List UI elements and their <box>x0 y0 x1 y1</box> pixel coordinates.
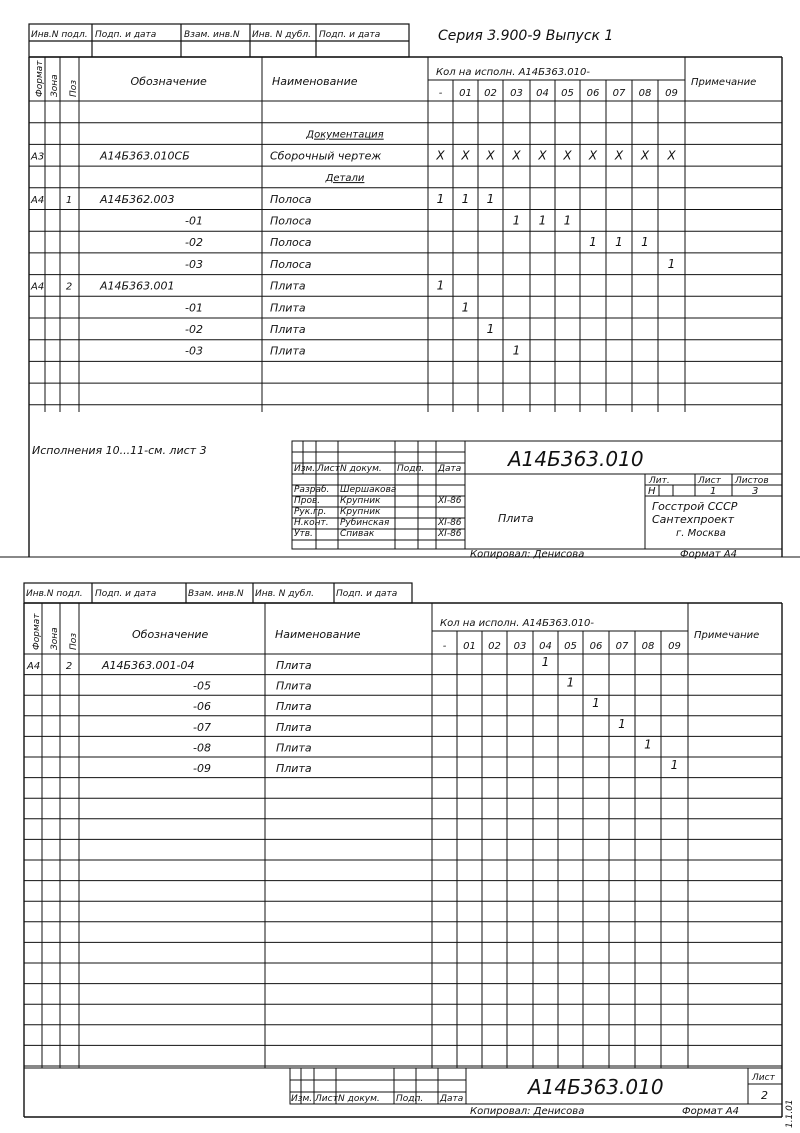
stamp-podp-data-2: Подп. и дата <box>319 30 381 40</box>
s2-variant-header: 05 <box>564 641 577 652</box>
sheet1-frame <box>0 57 800 557</box>
s1-quantity-header: Кол на исполн. А14Б363.010- <box>436 67 590 78</box>
s1-row-format: А4 <box>31 281 45 293</box>
s1-variant-header: 09 <box>665 88 678 99</box>
s1-row-format: А4 <box>31 194 45 206</box>
stamp2-podp-data: Подп. и дата <box>336 589 398 599</box>
tb2-n-dokum: N докум. <box>338 1094 380 1104</box>
s1-row-name: Полоса <box>270 257 312 271</box>
tb-person: Спивак <box>340 529 375 539</box>
s1-row-name: Сборочный чертеж <box>270 149 382 163</box>
s2-name-header: Наименование <box>275 628 361 641</box>
s1-qty-mark: 1 <box>461 191 470 206</box>
s2-row-name: Плита <box>276 700 312 714</box>
s1-row-name: Плита <box>270 301 306 315</box>
s2-row-name: Плита <box>276 741 312 755</box>
s1-qty-mark: 1 <box>512 343 521 358</box>
s2-qty-mark: 1 <box>541 655 550 669</box>
s2-variant-header: - <box>442 641 447 652</box>
s1-row-name: Плита <box>270 323 306 336</box>
s1-name-header: Наименование <box>272 75 358 88</box>
s2-variant-header: 04 <box>539 641 552 652</box>
s2-row-designation: -07 <box>193 720 211 734</box>
s1-variant-header: 05 <box>561 88 574 99</box>
s1-qty-mark: X <box>588 148 598 163</box>
s1-qty-mark: X <box>461 148 470 163</box>
sheet1-spec-table <box>29 57 782 412</box>
s1-variant-header: 04 <box>536 88 549 99</box>
s1-row-designation: -03 <box>185 344 203 358</box>
copied-by: Копировал: Денисова <box>470 549 585 560</box>
copied-by-2: Копировал: Денисова <box>470 1106 585 1117</box>
s1-qty-mark: 1 <box>512 213 521 228</box>
s2-variant-header: 02 <box>488 641 501 652</box>
s1-qty-mark: 1 <box>436 278 445 293</box>
s2-qty-mark: 1 <box>592 696 600 711</box>
s2-variant-header: 08 <box>641 641 655 652</box>
s1-row-name: Плита <box>270 279 306 293</box>
tb2-data: Дата <box>440 1094 464 1104</box>
tb-person: Рубинская <box>340 518 390 528</box>
s1-zone-header: Зона <box>50 74 60 97</box>
stamp2-inv-podl: Инв.N подл. <box>26 589 83 599</box>
s1-qty-mark: X <box>667 148 676 163</box>
s2-zone-header: Зона <box>50 627 60 650</box>
s1-qty-mark: 1 <box>563 213 572 228</box>
tb-role: Н.конт. <box>294 518 329 528</box>
approval-stamp-sheet2 <box>24 583 412 603</box>
stamp2-podp-data: Подп. и дата <box>95 589 157 599</box>
s2-variant-header: 09 <box>668 641 681 652</box>
s1-section-title: Детали <box>325 173 365 185</box>
tb-person: Шершакова <box>340 485 397 495</box>
s2-row-name: Плита <box>276 762 312 775</box>
s2-row-designation: -08 <box>193 741 211 755</box>
stamp-vzam-inv: Взам. инв.N <box>184 30 240 40</box>
tb2-sheet-value: 2 <box>761 1089 768 1102</box>
tb-sheets-label: Листов <box>735 476 769 486</box>
s1-qty-mark: 1 <box>486 322 495 336</box>
tb-lit-label: Лит. <box>649 476 670 486</box>
org-line-1: Госстрой СССР <box>652 500 738 513</box>
s1-row-pos: 2 <box>65 281 73 293</box>
stamp-inv-dubl: Инв. N дубл. <box>252 30 311 40</box>
s1-qty-mark: 1 <box>615 235 623 250</box>
s1-qty-mark: 1 <box>589 235 597 250</box>
s1-row-pos: 1 <box>65 194 73 206</box>
tb-izm: Изм. <box>294 464 316 474</box>
s1-variant-header: 07 <box>612 88 626 99</box>
s2-quantity-header: Кол на исполн. А14Б363.010- <box>440 618 594 629</box>
s2-qty-mark: 1 <box>670 758 679 772</box>
tb-date: XI-86 <box>438 529 462 539</box>
doc-number-2: А14Б363.010 <box>528 1075 664 1099</box>
s2-row-designation: -06 <box>193 700 211 714</box>
s2-variant-header: 01 <box>463 641 476 652</box>
tb-role: Рук.гр. <box>294 507 327 517</box>
stamp2-vzam-inv: Взам. инв.N <box>188 589 244 599</box>
tb-date: XI-86 <box>438 518 462 528</box>
s1-row-name: Полоса <box>270 192 312 206</box>
sheet2-spec-table <box>24 603 782 1068</box>
tb2-list: Лист <box>315 1094 338 1104</box>
s1-qty-mark: 1 <box>461 300 470 315</box>
s1-qty-mark: X <box>563 148 572 163</box>
s1-row-name: Плита <box>270 344 306 358</box>
s1-qty-mark: X <box>436 148 445 163</box>
part-name: Плита <box>498 512 534 525</box>
tb-list: Лист <box>317 464 340 474</box>
sheet1-spec-text <box>30 60 756 358</box>
tb-role: Разраб. <box>294 485 330 495</box>
s2-variant-header: 07 <box>615 641 629 652</box>
s2-row-name: Плита <box>276 720 312 734</box>
s1-variant-header: 03 <box>510 88 523 99</box>
s2-designation-header: Обозначение <box>132 628 209 641</box>
tb-role: Утв. <box>294 529 313 539</box>
s2-row-designation: -05 <box>193 679 211 693</box>
s2-row-name: Плита <box>276 659 312 672</box>
s1-row-name: Полоса <box>270 236 312 250</box>
s1-qty-mark: X <box>640 148 650 163</box>
s1-variant-header: 01 <box>459 88 472 99</box>
tb2-podp: Подп. <box>396 1094 424 1104</box>
tb-role: Пров. <box>294 496 321 506</box>
s2-row-format: А4 <box>27 661 41 672</box>
tb-sheet-label: Лист <box>698 476 721 486</box>
format-label: Формат А4 <box>680 549 737 560</box>
s1-qty-mark: 1 <box>667 256 676 271</box>
tb-date: XI-86 <box>438 496 462 506</box>
s2-row-name: Плита <box>276 679 312 693</box>
s1-pos-header: Поз <box>69 79 79 97</box>
s1-section-title: Документация <box>306 129 384 141</box>
tb-lit-value: Н <box>648 486 656 497</box>
edge-mark: 1.1.01 <box>785 1099 795 1128</box>
s2-row-designation: -09 <box>193 762 211 775</box>
s1-row-designation: -03 <box>185 257 203 271</box>
s1-qty-mark: 1 <box>436 191 445 206</box>
s1-note-header: Примечание <box>691 77 757 88</box>
stamp-podp-data: Подп. и дата <box>95 30 157 40</box>
doc-number: А14Б363.010 <box>508 447 644 471</box>
s1-row-designation: А14Б363.010СБ <box>100 149 190 163</box>
s1-variant-header: 08 <box>638 88 652 99</box>
s1-row-designation: А14Б363.001 <box>100 279 175 293</box>
tb-data: Дата <box>438 464 462 474</box>
s1-row-designation: -01 <box>185 214 203 228</box>
s1-row-name: Полоса <box>270 214 312 228</box>
execution-note: Исполнения 10...11-см. лист 3 <box>32 444 207 457</box>
series-title: Серия 3.900-9 Выпуск 1 <box>438 28 614 44</box>
s2-row-designation: А14Б363.001-04 <box>102 659 195 672</box>
s1-variant-header: 06 <box>586 88 600 99</box>
s1-designation-header: Обозначение <box>130 75 207 88</box>
s1-row-designation: -02 <box>185 236 203 250</box>
title-block-signatures <box>294 485 462 539</box>
stamp2-inv-dubl: Инв. N дубл. <box>255 589 314 599</box>
tb2-izm: Изм. <box>291 1094 313 1104</box>
tb-podp: Подп. <box>397 464 425 474</box>
format-label-2: Формат А4 <box>682 1106 739 1117</box>
tb-sheets-value: 3 <box>752 486 759 497</box>
s1-variant-header: 02 <box>484 88 497 99</box>
s1-row-designation: -01 <box>185 301 203 315</box>
tb-person: Крупник <box>340 507 381 517</box>
s2-qty-mark: 1 <box>566 675 575 690</box>
s2-row-pos: 2 <box>65 661 73 672</box>
stamp-inv-podl: Инв.N подл. <box>31 30 88 40</box>
s1-qty-mark: X <box>538 148 547 163</box>
org-line-3: г. Москва <box>676 528 726 539</box>
s2-qty-mark: 1 <box>618 716 626 731</box>
s2-variant-header: 06 <box>589 641 603 652</box>
tb2-sheet-label: Лист <box>752 1073 775 1083</box>
sheet2-spec-text <box>26 613 759 775</box>
s1-qty-mark: X <box>512 148 521 163</box>
s1-row-designation: -02 <box>185 323 203 336</box>
s1-format-header: Формат <box>35 60 45 97</box>
s2-qty-mark: 1 <box>644 737 652 752</box>
s2-format-header: Формат <box>32 613 42 650</box>
tb-person: Крупник <box>340 496 381 506</box>
org-line-2: Сантехпроект <box>652 513 735 526</box>
s1-qty-mark: X <box>486 148 495 163</box>
s1-qty-mark: 1 <box>641 235 649 250</box>
tb-n-dokum: N докум. <box>340 464 382 474</box>
s1-qty-mark: 1 <box>486 191 495 206</box>
s1-qty-mark: 1 <box>538 213 547 228</box>
s1-qty-mark: X <box>614 148 624 163</box>
approval-stamp-top <box>29 24 409 57</box>
s2-variant-header: 03 <box>513 641 527 652</box>
s2-pos-header: Поз <box>69 632 79 650</box>
s2-note-header: Примечание <box>694 630 760 641</box>
s1-variant-header: - <box>438 88 443 99</box>
tb-sheet-value: 1 <box>710 486 717 497</box>
s1-row-designation: А14Б362.003 <box>100 192 175 206</box>
s1-row-format: А3 <box>31 151 45 163</box>
